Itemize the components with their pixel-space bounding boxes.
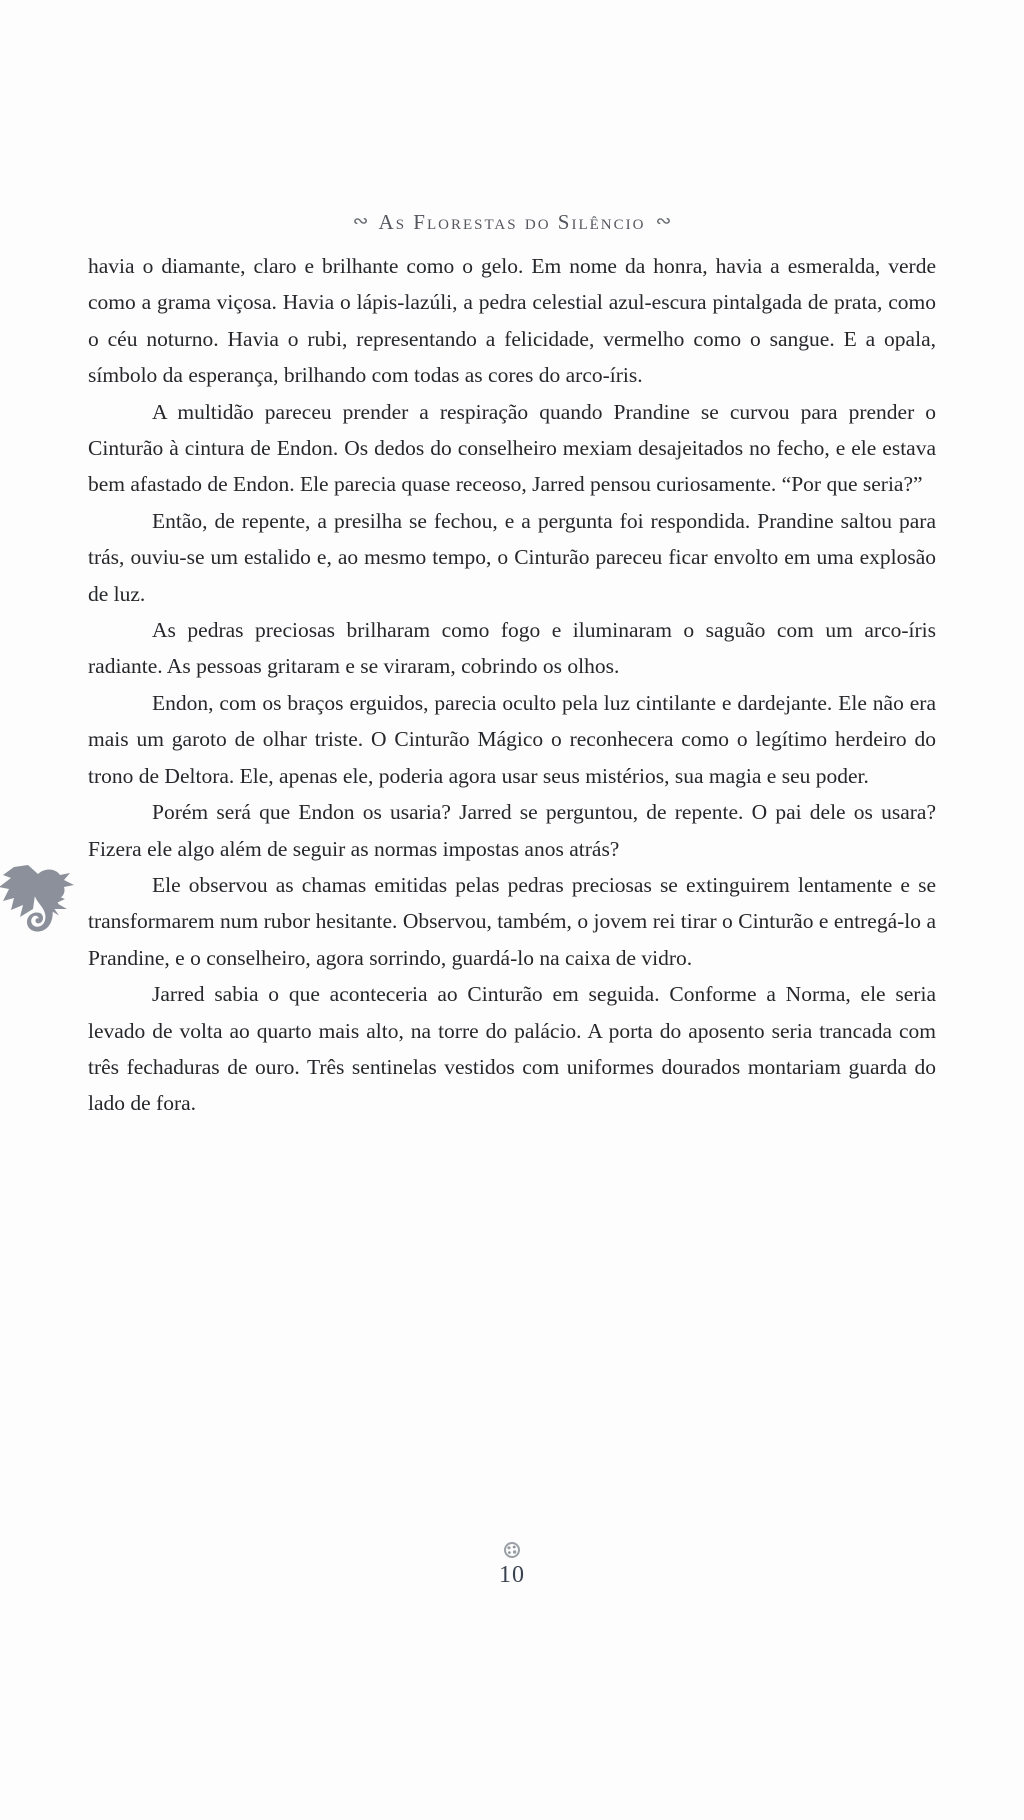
page-body-text — [88, 248, 936, 1122]
chapter-title: As Florestas do Silêncio — [378, 210, 646, 234]
paragraph: Então, de repente, a presilha se fechou, e a pergunta foi respondida. Prandine saltou para trás, ouviu-se um estalido e, ao mesmo tempo, o Cinturão pareceu ficar envolto em uma explosão de luz. — [88, 508, 936, 606]
paragraph: As pedras preciosas brilharam como fogo e iluminaram o saguão com um arco-íris radiante. As pessoas gritaram e se viraram, cobrindo os olhos. — [88, 618, 936, 679]
header-swirl-left-icon: ∾ — [352, 211, 369, 232]
running-header — [0, 210, 1024, 235]
page-number: 10 — [499, 1562, 525, 1588]
paragraph: A multidão pareceu prender a respiração quando Prandine se curvou para prender o Cinturão à cintura de Endon. Os dedos do conselheiro mexiam desajeitados no fecho, e ele estava bem afastado de Endon. Ele parecia quase receoso, Jarred pensou curiosamente. “Por que seria?” — [88, 399, 936, 497]
paragraph: Jarred sabia o que aconteceria ao Cinturão em seguida. Conforme a Norma, ele seria levado de volta ao quarto mais alto, na torre do palácio. A porta do aposento seria trancada com três fechaduras de ouro. Três sentinelas vestidos com uniformes dourados montariam guarda do lado de fora. — [88, 982, 936, 1116]
gem-badge-icon — [502, 1541, 522, 1559]
header-swirl-right-icon: ∾ — [655, 211, 672, 232]
footer-ornament — [0, 1541, 1024, 1559]
dragon-icon — [0, 862, 80, 958]
paragraph: Ele observou as chamas emitidas pelas pedras preciosas se extinguirem lentamente e se transformarem num rubor hesitante. Observou, também, o jovem rei tirar o Cinturão e entregá-lo a Prandine, e o conselheiro, agora sorrindo, guardá-lo na caixa de vidro. — [88, 872, 936, 970]
paragraph: Porém será que Endon os usaria? Jarred se perguntou, de repente. O pai dele os usara? Fizera ele algo além de seguir as normas impostas anos atrás? — [88, 800, 936, 861]
paragraph: havia o diamante, claro e brilhante como o gelo. Em nome da honra, havia a esmeralda, verde como a grama viçosa. Havia o lápis-lazúli, a pedra celestial azul-escura pintalgada de prata, como o céu noturno. Havia o rubi, representando a felicidade, vermelho como o sangue. E a opala, símbolo da esperança, brilhando com todas as cores do arco-íris. — [88, 254, 936, 388]
paragraph: Endon, com os braços erguidos, parecia oculto pela luz cintilante e dardejante. Ele não era mais um garoto de olhar triste. O Cinturão Mágico o reconhecera como o legítimo herdeiro do trono de Deltora. Ele, apenas ele, poderia agora usar seus mistérios, sua magia e seu poder. — [88, 690, 936, 788]
